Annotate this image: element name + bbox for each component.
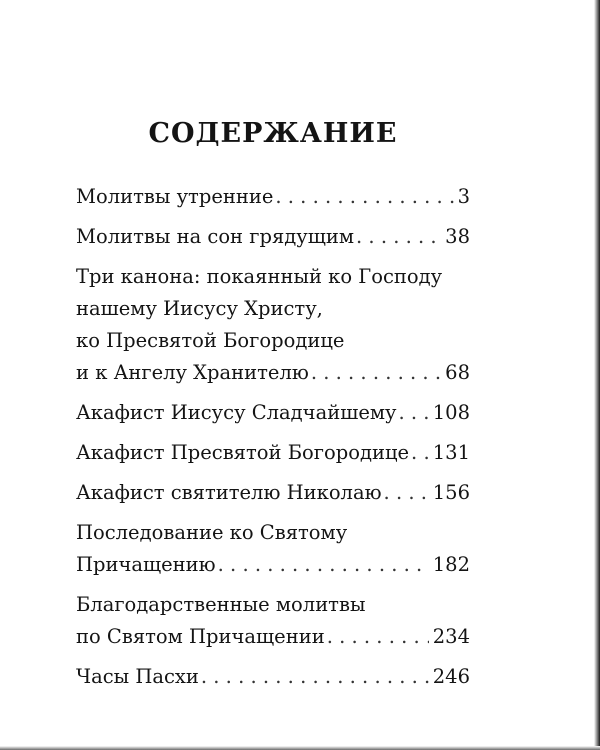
toc-entry-title: Молитвы утренние: [76, 185, 274, 208]
toc-entry-morning-prayers: [76, 181, 470, 213]
toc-line: [76, 549, 470, 581]
toc-line: [76, 181, 470, 213]
toc-line: [76, 437, 470, 469]
toc-page-number: 108: [432, 401, 470, 424]
dot-leader: [218, 549, 429, 581]
dot-leader: [327, 621, 429, 653]
toc-entry-title-line: и к Ангелу Хранителю: [76, 361, 309, 384]
page-title: СОДЕРЖАНИЕ: [148, 118, 398, 149]
toc-entry-paschal-hours: [76, 661, 470, 693]
toc-entry-akathist-jesus: [76, 397, 470, 429]
dot-leader: [384, 477, 429, 509]
toc-entry-akathist-theotokos: [76, 437, 470, 469]
toc-line: [76, 621, 470, 653]
toc-line: [76, 357, 470, 389]
toc-entry-title-line: нашему Иисусу Христу,: [76, 297, 323, 320]
toc-entry-title: Акафист святителю Николаю: [76, 481, 382, 504]
scan-edge-bottom: [0, 746, 600, 750]
dot-leader: [201, 661, 429, 693]
scan-edge-right: [594, 0, 600, 750]
toc-entry-title: Акафист Иисусу Сладчайшему: [76, 401, 397, 424]
toc-entry-three-canons: [76, 261, 470, 389]
toc-page-number: 156: [432, 481, 470, 504]
book-page: [76, 118, 470, 701]
toc-entry-title-line: Последование ко Святому: [76, 521, 348, 544]
toc-entry-akathist-nicholas: [76, 477, 470, 509]
toc-entry-communion-rule: [76, 517, 470, 581]
table-of-contents: [76, 181, 470, 693]
toc-page-number: 68: [445, 361, 470, 384]
toc-entry-title-line: ко Пресвятой Богородице: [76, 329, 345, 352]
toc-entry-evening-prayers: [76, 221, 470, 253]
dot-leader: [356, 221, 441, 253]
toc-page-number: 131: [432, 441, 470, 464]
toc-line: [76, 661, 470, 693]
toc-entry-title: Молитвы на сон грядущим: [76, 225, 355, 248]
toc-page-number: 38: [445, 225, 470, 248]
dot-leader: [399, 397, 429, 429]
toc-entry-title-line: Причащению: [76, 553, 216, 576]
dot-leader: [311, 357, 441, 389]
toc-line: [76, 221, 470, 253]
dot-leader: [411, 437, 429, 469]
toc-page-number: 182: [432, 553, 470, 576]
toc-entry-title-line: Благодарственные молитвы: [76, 593, 366, 616]
toc-page-number: 246: [432, 665, 470, 688]
toc-entry-title-line: Три канона: покаянный ко Господу: [76, 265, 443, 288]
toc-line: [76, 477, 470, 509]
toc-line: [76, 397, 470, 429]
toc-entry-title: Акафист Пресвятой Богородице: [76, 441, 410, 464]
toc-entry-title: Часы Пасхи: [76, 665, 199, 688]
toc-entry-title-line: по Святом Причащении: [76, 625, 325, 648]
toc-page-number: 234: [432, 625, 470, 648]
toc-page-number: 3: [457, 185, 470, 208]
toc-entry-thanksgiving-prayers: [76, 589, 470, 653]
dot-leader: [275, 181, 453, 213]
